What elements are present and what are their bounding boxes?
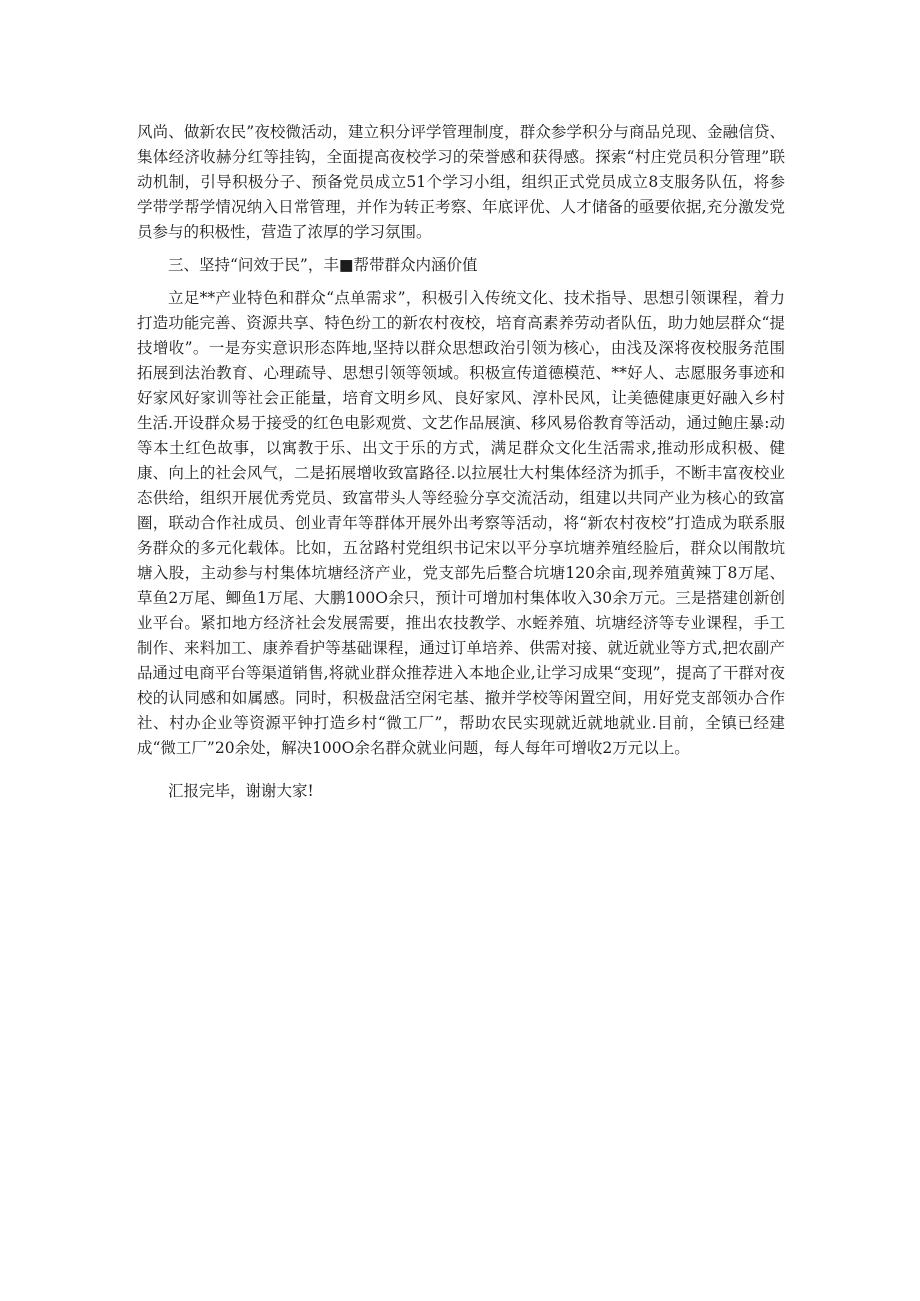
body-paragraph-1: 风尚、做新农民”夜校微活动，建立积分评学管理制度，群众参学积分与商品兑现、金融信贷、集体经济收赫分红等挂钩，全面提高夜校学习的荣誉感和获得感。探索“村庄党员积分管理”联动机制，引导积极分子、预备党员成立51个学习小组，组织正式党员成立8支服务队伍，将参学带学帮学情况纳入日常管理，并作为转正考察、年底评优、人才储备的亟要依据,充分激发党员参与的积极性，营造了浓厚的学习氛围。 [137,123,785,241]
body-paragraph-2: 立足**产业特色和群众“点单需求”，积极引入传统文化、技术指导、思想引领课程，着力打造功能完善、资源共享、特色纷工的新农村夜校，培育高素养劳动者队伍，助力她层群众“提技增收”。一是夯实意识形态阵地,坚持以群众思想政治引领为核心，由浅及深将夜校服务范围拓展到法治教育、心理疏导、思想引领等领域。积极宣传道德模范、**好人、志愿服务事迹和好家风好家训等社会正能量，培育文明乡风、良好家风、淳朴民风，让美德健康更好融入乡村生活.开设群众易于接受的红色电影观赏、文艺作品展演、移风易俗教育等活动，通过鲍庄暴:动等本土红色故事，以寓教于乐、出文于乐的方式，满足群众文化生活需求,推动形成积极、健康、向上的社会风气，二是拓展增收致富路径.以拉展壮大村集体经济为抓手，不断丰富夜校业态供给，组织开展优秀党员、致富带头人等经验分享交流活动，组建以共同产业为核心的致富圈，联动合作社成员、创业青年等群体开展外出考察等活动，将“新农村夜校”打造成为联系服务群众的多元化载体。比如，五岔路村党组织书记宋以平分享坑塘养殖经脸后，群众以闱散坑塘入股，主动参与村集体坑塘经济产业，党支部先后整合坑塘120余亩,现养殖黄辣丁8万尾、草鱼2万尾、鲫鱼1万尾、大鹏100O余只，预计可增加村集体收入30余万元。三是搭建创新创业平台。紧扣地方经济社会发展需要，推出农技教学、水蛭养殖、坑塘经济等专业课程，手工制作、来料加工、康养看护等基础课程，通过订单培养、供需对接、就近就业等方式,把农副产品通过电商平台等渠道销售,将就业群众推荐进入本地企业,让学习成果“变现”，提高了干群对夜校的认同感和如属感。同时，积极盘活空闲宅基、撤并学校等闲置空间，用好党支部领办合作社、村办企业等资源平钟打造乡村“微工厂”，帮助农民实现就近就地就业.目前，全镇已经建成“微工厂”20余处，解决100O余名群众就业问题，每人每年可增收2万元以上。 [137,289,785,757]
closing-remark: 汇报完毕，谢谢大家! [168,782,314,800]
document-body [137,120,785,804]
section-heading-3: 三、坚持“问效于民”，丰■帮带群众内涵价值 [168,256,478,274]
